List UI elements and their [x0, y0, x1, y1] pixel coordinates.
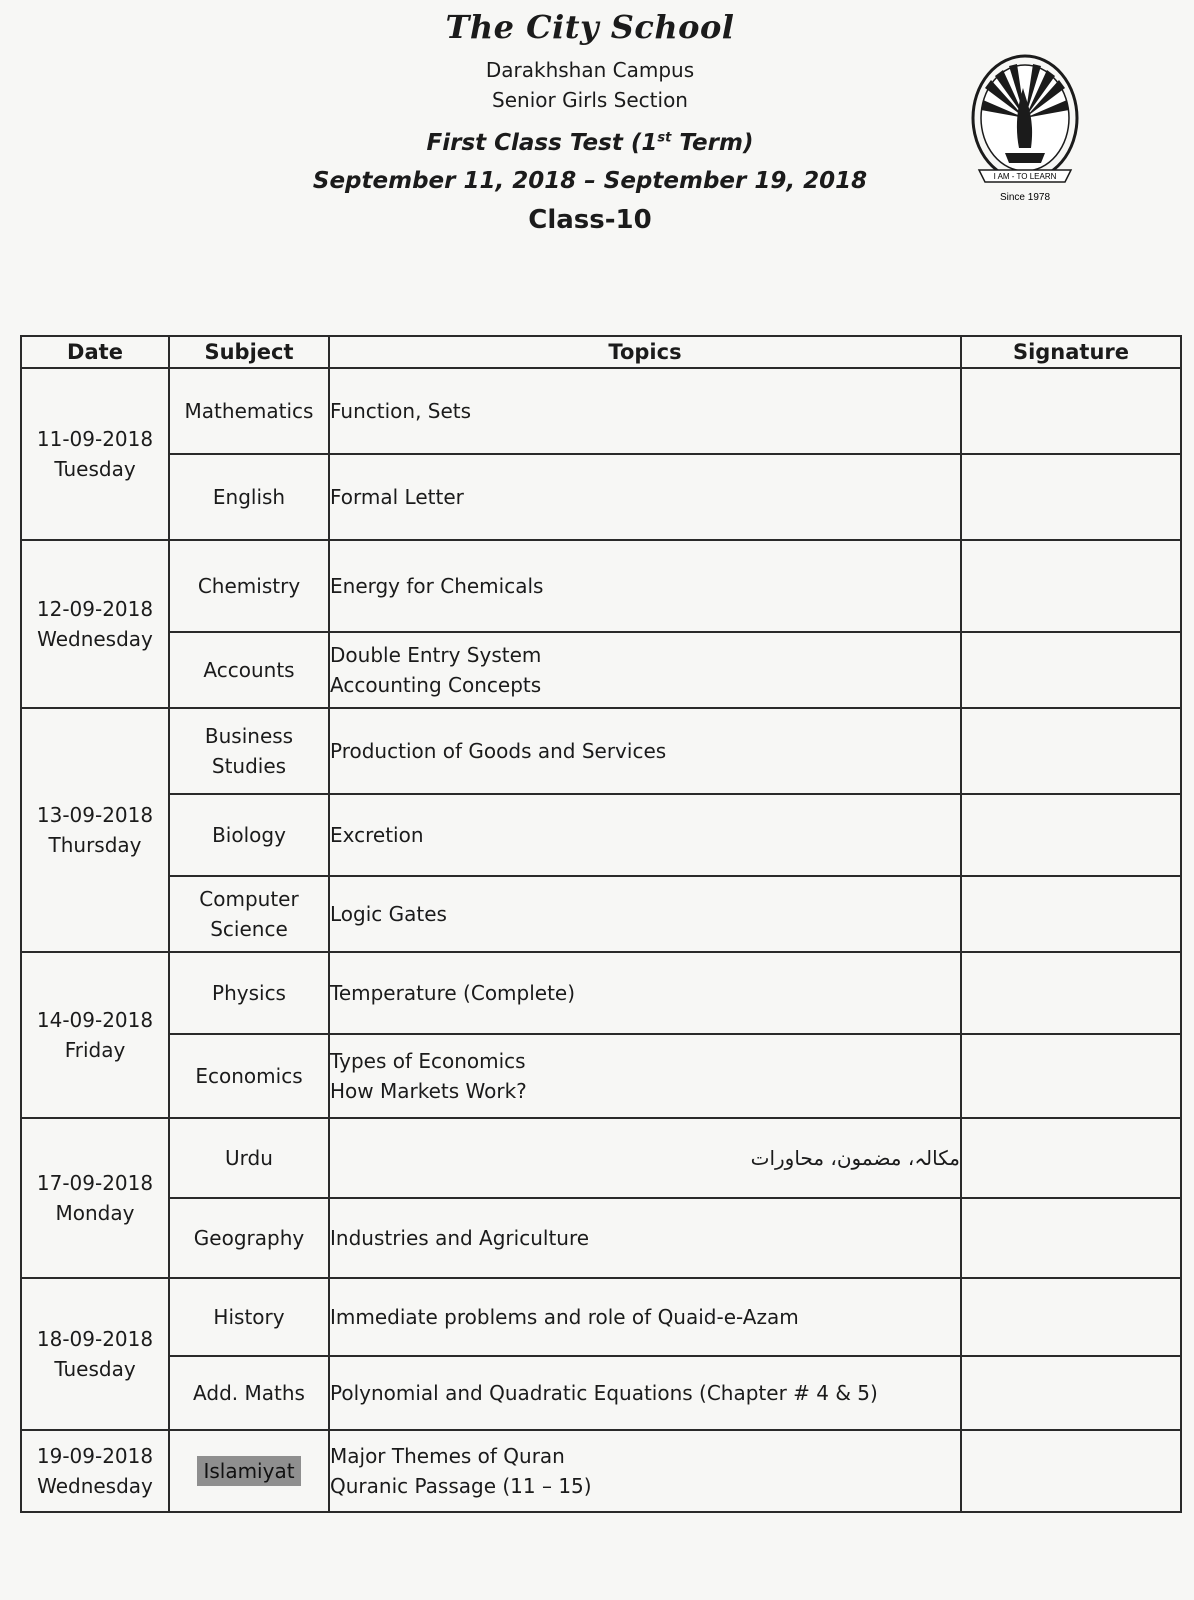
topics-cell — [329, 952, 961, 1034]
topics-cell — [329, 1198, 961, 1278]
topic-line: Immediate problems and role of Quaid-e-Azam — [330, 1305, 799, 1329]
exam-date: 13-09-2018 — [36, 803, 154, 827]
table-row — [21, 1118, 1181, 1198]
signature-cell[interactable] — [961, 794, 1181, 876]
exam-date: 17-09-2018 — [36, 1171, 154, 1195]
exam-day: Wednesday — [37, 627, 153, 651]
subject-cell — [169, 1430, 329, 1512]
topics-cell — [329, 1430, 961, 1512]
exam-day: Thursday — [48, 833, 142, 857]
subject-name — [170, 1061, 328, 1091]
subject-text: Computer — [199, 887, 299, 911]
subject-cell — [169, 1198, 329, 1278]
campus-name: Darakhshan Campus — [485, 58, 695, 82]
topic-line: مکالہ، مضمون، محاورات — [750, 1146, 960, 1170]
topic-line: Industries and Agriculture — [330, 1226, 590, 1250]
date-cell — [21, 708, 169, 952]
signature-cell[interactable] — [961, 1034, 1181, 1118]
topic-line: Production of Goods and Services — [330, 739, 667, 763]
subject-text: Science — [210, 917, 288, 941]
date-cell — [21, 1278, 169, 1430]
date-cell — [21, 1118, 169, 1278]
signature-cell[interactable] — [961, 952, 1181, 1034]
subject-cell — [169, 632, 329, 708]
class-title: Class-10 — [528, 205, 652, 235]
exam-day: Monday — [55, 1201, 135, 1225]
topics-cell — [329, 794, 961, 876]
subject-cell — [169, 1034, 329, 1118]
subject-name — [170, 396, 328, 426]
subject-text: Economics — [195, 1064, 303, 1088]
subject-cell — [169, 1356, 329, 1430]
signature-header: Signature — [961, 336, 1181, 368]
subject-text: History — [213, 1305, 285, 1329]
signature-cell[interactable] — [961, 1118, 1181, 1198]
table-row — [21, 1356, 1181, 1430]
subject-cell — [169, 708, 329, 794]
topics-cell — [329, 632, 961, 708]
topic-line: Major Themes of Quran — [330, 1444, 565, 1468]
subject-name — [170, 482, 328, 512]
subject-text: Biology — [212, 823, 286, 847]
topics-cell — [329, 540, 961, 632]
subject-name — [170, 655, 328, 685]
table-row — [21, 794, 1181, 876]
topics-cell — [329, 1278, 961, 1356]
table-row — [21, 368, 1181, 454]
topic-line: Types of Economics — [330, 1049, 526, 1073]
logo-base — [1005, 153, 1045, 163]
subject-text: Studies — [211, 754, 287, 778]
subject-name — [170, 1378, 328, 1408]
table-row — [21, 876, 1181, 952]
exam-day: Friday — [64, 1038, 126, 1062]
subject-cell — [169, 540, 329, 632]
topic-line: How Markets Work? — [330, 1079, 527, 1103]
logo-motto: I AM - TO LEARN — [993, 172, 1057, 181]
subject-cell — [169, 454, 329, 540]
subject-name — [170, 1223, 328, 1253]
topic-line: Excretion — [330, 823, 424, 847]
date-cell — [21, 540, 169, 708]
subject-name — [170, 1302, 328, 1332]
topic-line: Quranic Passage (11 – 15) — [330, 1474, 592, 1498]
signature-cell[interactable] — [961, 540, 1181, 632]
exam-date: 18-09-2018 — [36, 1327, 154, 1351]
subject-text: Mathematics — [184, 399, 314, 423]
subject-text: Islamiyat — [197, 1456, 300, 1486]
signature-cell[interactable] — [961, 368, 1181, 454]
signature-cell[interactable] — [961, 708, 1181, 794]
table-header-row — [21, 336, 1181, 368]
topics-cell — [329, 708, 961, 794]
subject-name — [170, 1456, 328, 1486]
subject-cell — [169, 876, 329, 952]
topics-cell — [329, 1034, 961, 1118]
exam-day: Tuesday — [54, 1357, 136, 1381]
subject-cell — [169, 1118, 329, 1198]
table-row — [21, 1278, 1181, 1356]
table-row — [21, 952, 1181, 1034]
subject-text: Add. Maths — [193, 1381, 305, 1405]
topic-line: Energy for Chemicals — [330, 574, 544, 598]
date-cell — [21, 368, 169, 540]
test-title-sup: st — [657, 130, 672, 146]
subject-text: Urdu — [225, 1146, 273, 1170]
subject-cell — [169, 952, 329, 1034]
topic-line: Polynomial and Quadratic Equations (Chapter # 4 & 5) — [330, 1381, 878, 1405]
signature-cell[interactable] — [961, 632, 1181, 708]
subject-cell — [169, 794, 329, 876]
subject-cell — [169, 1278, 329, 1356]
signature-cell[interactable] — [961, 1430, 1181, 1512]
topics-cell — [329, 1118, 961, 1198]
signature-cell[interactable] — [961, 1356, 1181, 1430]
exam-date: 11-09-2018 — [36, 427, 154, 451]
subject-name — [170, 914, 328, 944]
topics-cell — [329, 454, 961, 540]
test-title-suffix: Term) — [671, 130, 754, 156]
subject-text: Geography — [193, 1226, 305, 1250]
subject-name — [170, 820, 328, 850]
topics-cell — [329, 368, 961, 454]
table-row — [21, 540, 1181, 632]
table-row — [21, 1198, 1181, 1278]
date-range: September 11, 2018 – September 19, 2018 — [312, 168, 868, 194]
subject-text: Chemistry — [197, 574, 301, 598]
subject-text: Business — [204, 724, 294, 748]
topic-line: Formal Letter — [330, 485, 464, 509]
subject-name — [170, 721, 328, 751]
subject-text: Physics — [212, 981, 286, 1005]
subject-name — [170, 1143, 328, 1173]
signature-cell[interactable] — [961, 454, 1181, 540]
section-name: Senior Girls Section — [492, 88, 688, 112]
topic-line: Function, Sets — [330, 399, 472, 423]
subject-name — [170, 751, 328, 781]
school-logo — [965, 48, 1085, 208]
signature-cell[interactable] — [961, 1278, 1181, 1356]
exam-date: 14-09-2018 — [36, 1008, 154, 1032]
exam-schedule-table — [20, 335, 1182, 1513]
subject-header: Subject — [169, 336, 329, 368]
topic-line: Double Entry System — [330, 643, 542, 667]
table-row — [21, 454, 1181, 540]
subject-name — [170, 884, 328, 914]
topic-line: Temperature (Complete) — [330, 981, 576, 1005]
topic-line: Accounting Concepts — [330, 673, 542, 697]
school-name: The City School — [445, 8, 735, 46]
exam-day: Wednesday — [37, 1474, 153, 1498]
topics-cell — [329, 1356, 961, 1430]
exam-date: 19-09-2018 — [36, 1444, 154, 1468]
signature-cell[interactable] — [961, 1198, 1181, 1278]
subject-name — [170, 978, 328, 1008]
subject-text: Accounts — [203, 658, 295, 682]
exam-day: Tuesday — [54, 457, 136, 481]
logo-since: Since 1978 — [999, 192, 1051, 203]
topics-header: Topics — [329, 336, 961, 368]
subject-name — [170, 571, 328, 601]
subject-cell — [169, 368, 329, 454]
date-header: Date — [21, 336, 169, 368]
topic-line: Logic Gates — [330, 902, 447, 926]
date-cell — [21, 952, 169, 1118]
table-row — [21, 1034, 1181, 1118]
table-row — [21, 632, 1181, 708]
exam-date: 12-09-2018 — [36, 597, 154, 621]
test-title-prefix: First Class Test (1 — [426, 130, 658, 156]
subject-text: English — [212, 485, 286, 509]
date-cell — [21, 1430, 169, 1512]
topics-cell — [329, 876, 961, 952]
table-row — [21, 708, 1181, 794]
table-body — [21, 368, 1181, 1512]
table-row — [21, 1430, 1181, 1512]
signature-cell[interactable] — [961, 876, 1181, 952]
